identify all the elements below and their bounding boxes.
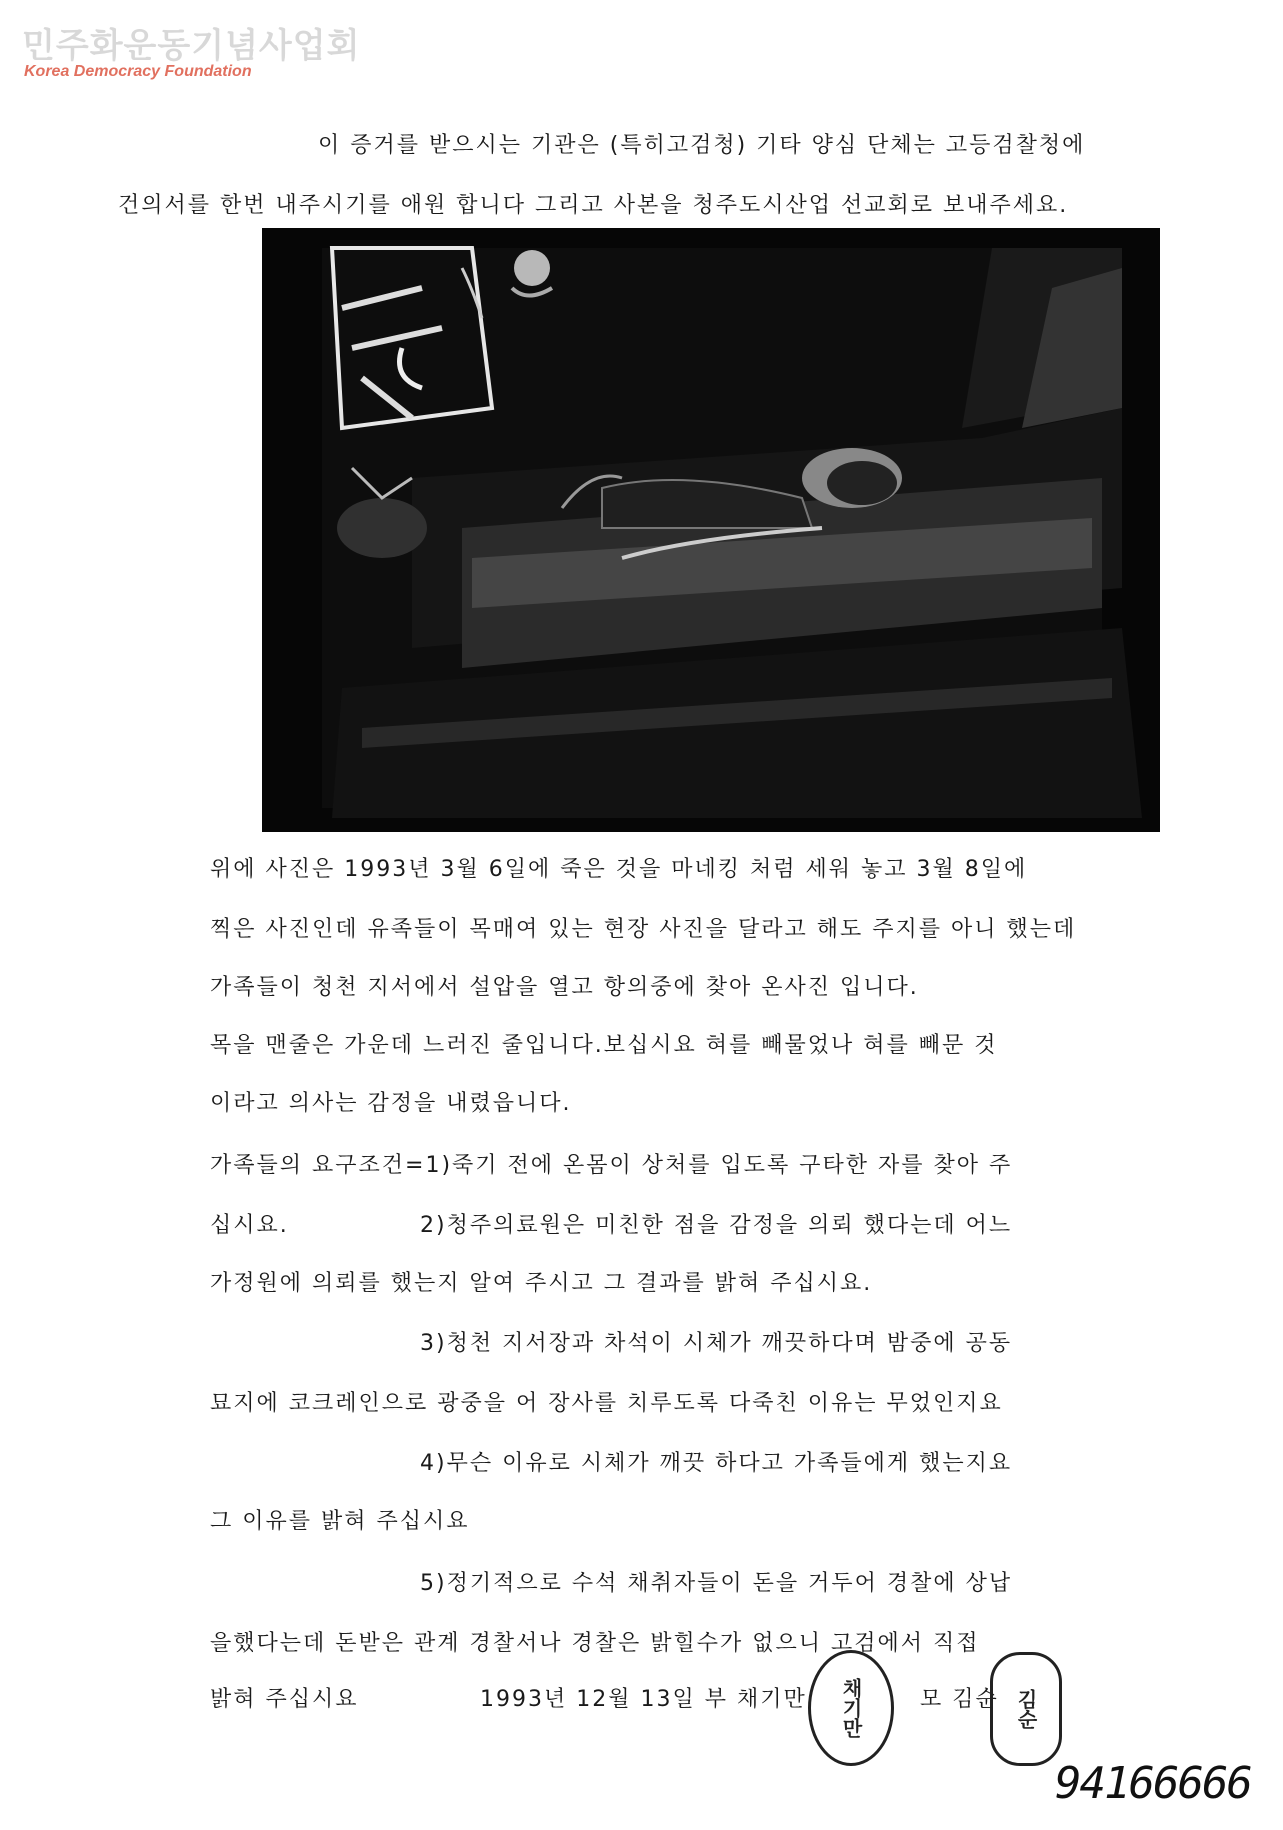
document-number: 94166666 (1055, 1758, 1251, 1809)
seal-stamp-father: 채기만 (808, 1650, 894, 1766)
body-line-3: 가족들이 청천 지서에서 설압을 열고 항의중에 찾아 온사진 입니다. (210, 975, 919, 1000)
demand-4-line-2: 그 이유를 밝혀 주십시요 (210, 1509, 470, 1534)
evidence-photo (262, 228, 1160, 832)
demand-5-line-2: 을했다는데 돈받은 관계 경찰서나 경찰은 밝힐수가 없으니 고검에서 직접 (210, 1631, 980, 1656)
demand-2-line-2: 가정원에 의뢰를 했는지 알여 주시고 그 결과를 밝혀 주십시요. (210, 1271, 873, 1296)
demand-1-line-2: 십시요. (210, 1213, 289, 1238)
demand-1-line-1: 가족들의 요구조건=1)죽기 전에 온몸이 상처를 입도록 구타한 자를 찾아 주 (210, 1153, 1013, 1178)
signature-mother: 모 김순 (920, 1687, 999, 1712)
body-line-4: 목을 맨줄은 가운데 느러진 줄입니다.보십시요 혀를 빼물었나 혀를 빼문 것 (210, 1033, 998, 1058)
signature-date-father: 1993년 12월 13일 부 채기만 (480, 1687, 807, 1712)
body-line-1: 위에 사진은 1993년 3월 6일에 죽은 것을 마네킹 처럼 세워 놓고 3월 8일에 (210, 857, 1028, 882)
intro-line-1: 이 증거를 받으시는 기관은 (특히고검청) 기타 양심 단체는 고등검찰청에 (318, 133, 1086, 158)
organization-logo-korean: 민주화운동기념사업회 (22, 26, 361, 66)
evidence-photo-image (262, 228, 1160, 832)
body-line-2: 찍은 사진인데 유족들이 목매여 있는 현장 사진을 달라고 해도 주지를 아니 했는데 (210, 917, 1077, 942)
demand-2-line-1: 2)청주의료원은 미친한 점을 감정을 의뢰 했다는데 어느 (420, 1213, 1013, 1238)
demand-4-line-1: 4)무슨 이유로 시체가 깨끗 하다고 가족들에게 했는지요 (420, 1451, 1013, 1476)
intro-line-2: 건의서를 한번 내주시기를 애원 합니다 그리고 사본을 청주도시산업 선교회로 보내주세요. (118, 193, 1069, 218)
demand-5-line-1: 5)정기적으로 수석 채취자들이 돈을 거두어 경찰에 상납 (420, 1571, 1013, 1596)
demand-3-line-2: 묘지에 코크레인으로 광중을 어 장사를 치루도록 다죽친 이유는 무었인지요 (210, 1391, 1003, 1416)
demand-3-line-1: 3)청천 지서장과 차석이 시체가 깨끗하다며 밤중에 공동 (420, 1331, 1013, 1356)
seal-stamp-mother: 김순 (990, 1652, 1062, 1766)
demand-5-line-3: 밝혀 주십시요 (210, 1687, 359, 1712)
body-line-5: 이라고 의사는 감정을 내렸읍니다. (210, 1091, 572, 1116)
organization-logo-english: Korea Democracy Foundation (24, 63, 252, 80)
